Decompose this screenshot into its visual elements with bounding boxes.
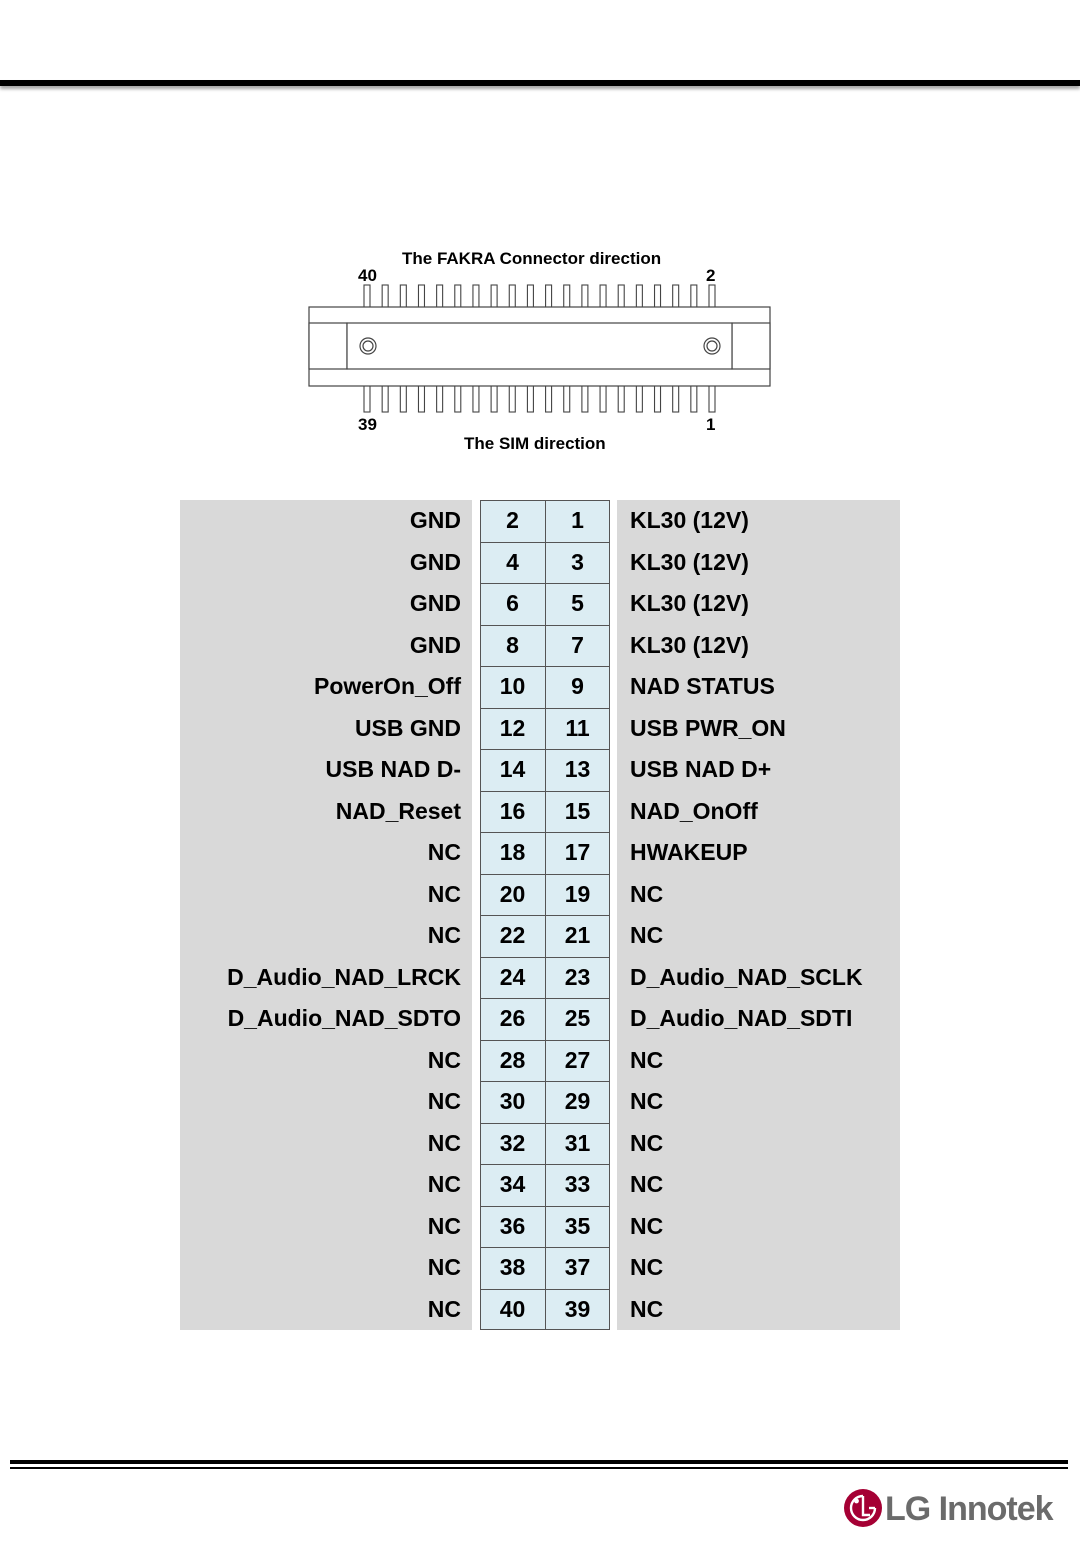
left-signal-name: USB NAD D-: [325, 756, 461, 782]
even-pin-number: 26: [499, 1005, 526, 1031]
right-signal-name: NC: [630, 1046, 664, 1073]
even-pin-number: 30: [499, 1088, 526, 1114]
connector-pin-bottom: [509, 384, 515, 412]
table-row: [180, 1164, 900, 1206]
connector-pin-top: [400, 285, 406, 309]
odd-pin-number: 35: [564, 1212, 591, 1239]
table-row: [180, 1289, 900, 1331]
even-pin-number: 6: [506, 590, 519, 616]
odd-pin-number: 31: [564, 1129, 591, 1156]
connector-pin-bottom: [527, 384, 533, 412]
table-row: [180, 1247, 900, 1289]
pin-table: [180, 500, 900, 1330]
connector-pin-bottom: [636, 384, 642, 412]
right-signal-name: NC: [630, 1254, 664, 1280]
odd-pin-number: 5: [571, 590, 584, 616]
table-row: [180, 998, 900, 1040]
connector-pin-top: [618, 285, 624, 309]
even-pin-number: 12: [499, 714, 526, 741]
logo-text: LG Innotek: [885, 1490, 1053, 1528]
right-signal-name: USB NAD D+: [630, 756, 772, 782]
connector-pin-top: [527, 285, 533, 309]
table-row: [180, 1040, 900, 1082]
right-signal-name: USB PWR_ON: [630, 714, 786, 741]
connector-pin-top: [364, 285, 370, 309]
connector-pin-bottom: [473, 384, 479, 412]
even-pin-number: 22: [499, 922, 526, 948]
left-signal-name: USB GND: [354, 714, 461, 741]
connector-pin-bottom: [709, 384, 715, 412]
even-pin-number: 34: [499, 1171, 526, 1197]
odd-pin-number: 27: [564, 1046, 591, 1073]
connector-pin-bottom: [600, 384, 606, 412]
right-signal-name: NC: [630, 1212, 664, 1239]
footer-rule: [10, 1460, 1068, 1464]
even-pin-number: 20: [499, 880, 526, 907]
right-signal-name: NC: [630, 1129, 664, 1156]
connector-pin-bottom: [364, 384, 370, 412]
connector-pin-top: [546, 285, 552, 309]
table-row: [180, 874, 900, 916]
connector-pin-bottom: [400, 384, 406, 412]
left-signal-name: NC: [427, 1212, 461, 1239]
odd-pin-number: 15: [564, 797, 591, 824]
connector-pin-bottom: [491, 384, 497, 412]
lg-innotek-logo: [843, 1486, 1053, 1532]
table-row: [180, 915, 900, 957]
left-signal-name: NC: [427, 1171, 461, 1197]
connector-pin-top: [564, 285, 570, 309]
even-pin-number: 36: [499, 1212, 526, 1239]
even-pin-number: 8: [506, 631, 519, 658]
connector-pin-bottom: [673, 384, 679, 412]
lg-logo-icon: [843, 1488, 883, 1528]
connector-pin-top: [491, 285, 497, 309]
connector-pin-bottom: [564, 384, 570, 412]
connector-pin-top: [473, 285, 479, 309]
connector-pin-bottom: [691, 384, 697, 412]
connector-pin-top: [691, 285, 697, 309]
connector-pin-bottom: [437, 384, 443, 412]
connector-pin-bottom: [455, 384, 461, 412]
odd-pin-number: 33: [564, 1171, 591, 1197]
odd-pin-number: 3: [571, 548, 584, 575]
right-signal-name: NAD STATUS: [630, 673, 775, 699]
table-row: [180, 500, 900, 542]
connector-pin-bottom: [618, 384, 624, 412]
odd-pin-number: 39: [564, 1295, 591, 1322]
table-row: [180, 1123, 900, 1165]
table-row: [180, 749, 900, 791]
left-signal-name: GND: [409, 548, 461, 575]
odd-pin-number: 13: [564, 756, 591, 782]
left-signal-name: GND: [409, 631, 461, 658]
connector-pin-top: [437, 285, 443, 309]
table-row: [180, 708, 900, 750]
connector-pin-top: [418, 285, 424, 309]
connector-inner-body: [347, 323, 732, 369]
even-pin-number: 14: [499, 756, 526, 782]
odd-pin-number: 37: [564, 1254, 591, 1280]
right-signal-name: D_Audio_NAD_SCLK: [630, 963, 863, 990]
table-row: [180, 666, 900, 708]
even-pin-number: 38: [499, 1254, 526, 1280]
footer-rule-thin: [10, 1467, 1068, 1469]
mounting-hole-right: [704, 338, 720, 354]
connector-pin-bottom: [655, 384, 661, 412]
right-signal-name: NC: [630, 922, 664, 948]
table-row: [180, 957, 900, 999]
connector-pin-top: [600, 285, 606, 309]
even-pin-number: 4: [506, 548, 519, 575]
connector-pin-top: [455, 285, 461, 309]
connector-flange-left: [309, 323, 347, 369]
left-signal-name: NC: [427, 839, 461, 865]
left-signal-name: NC: [427, 880, 461, 907]
odd-pin-number: 29: [564, 1088, 591, 1114]
right-signal-name: HWAKEUP: [630, 839, 748, 865]
connector-pin-top: [509, 285, 515, 309]
even-pin-number: 2: [506, 507, 519, 533]
left-signal-name: NAD_Reset: [335, 797, 461, 824]
odd-pin-number: 1: [571, 507, 584, 533]
left-signal-name: NC: [427, 1254, 461, 1280]
connector-pin-top: [582, 285, 588, 309]
table-row: [180, 625, 900, 667]
right-signal-name: NAD_OnOff: [630, 797, 758, 824]
odd-pin-number: 17: [564, 839, 591, 865]
right-signal-name: KL30 (12V): [630, 548, 749, 575]
left-signal-name: NC: [427, 1046, 461, 1073]
connector-pin-top: [382, 285, 388, 309]
left-signal-name: NC: [427, 922, 461, 948]
pin-label-bottom-right: 1: [706, 415, 716, 434]
pin-label-bottom-left: 39: [358, 415, 377, 434]
connector-pin-bottom: [418, 384, 424, 412]
header-rule: [0, 80, 1080, 86]
right-signal-name: NC: [630, 1171, 664, 1197]
left-signal-name: NC: [427, 1129, 461, 1156]
connector-pin-bottom: [546, 384, 552, 412]
even-pin-number: 40: [499, 1295, 526, 1322]
odd-pin-number: 9: [571, 673, 584, 699]
connector-pin-bottom: [582, 384, 588, 412]
left-signal-name: GND: [409, 590, 461, 616]
connector-pin-bottom: [382, 384, 388, 412]
right-signal-name: KL30 (12V): [630, 631, 749, 658]
right-signal-name: NC: [630, 880, 664, 907]
connector-pin-top: [636, 285, 642, 309]
even-pin-number: 24: [499, 963, 526, 990]
right-signal-name: NC: [630, 1295, 664, 1322]
connector-drawing: [300, 283, 780, 419]
left-signal-name: GND: [409, 507, 461, 533]
odd-pin-number: 25: [564, 1005, 591, 1031]
left-signal-name: NC: [427, 1295, 461, 1322]
right-signal-name: NC: [630, 1088, 664, 1114]
left-signal-name: D_Audio_NAD_SDTO: [227, 1005, 461, 1031]
sim-direction-label: The SIM direction: [464, 434, 606, 453]
connector-pin-top: [709, 285, 715, 309]
connector-flange-right: [732, 323, 770, 369]
left-signal-name: PowerOn_Off: [314, 673, 461, 699]
even-pin-number: 18: [499, 839, 526, 865]
left-signal-name: NC: [427, 1088, 461, 1114]
pin-label-top-left: 40: [358, 266, 377, 285]
pin-label-top-right: 2: [706, 266, 716, 285]
odd-pin-number: 23: [564, 963, 591, 990]
table-row: [180, 791, 900, 833]
right-signal-name: KL30 (12V): [630, 507, 749, 533]
left-signal-name: D_Audio_NAD_LRCK: [227, 963, 461, 990]
right-signal-name: D_Audio_NAD_SDTI: [630, 1005, 853, 1031]
odd-pin-number: 11: [565, 714, 590, 741]
table-row: [180, 832, 900, 874]
even-pin-number: 10: [499, 673, 526, 699]
odd-pin-number: 7: [571, 631, 584, 658]
even-pin-number: 16: [499, 797, 526, 824]
connector-pin-top: [673, 285, 679, 309]
connector-diagram: [300, 245, 780, 460]
connector-direction-label: The FAKRA Connector direction: [402, 249, 662, 268]
even-pin-number: 32: [499, 1129, 526, 1156]
table-row: [180, 542, 900, 584]
table-row: [180, 1081, 900, 1123]
odd-pin-number: 19: [564, 880, 591, 907]
pin-column-divider: [545, 500, 546, 1330]
mounting-hole-left: [360, 338, 376, 354]
even-pin-number: 28: [499, 1046, 526, 1073]
pin-row-bottom: [364, 384, 715, 412]
right-signal-name: KL30 (12V): [630, 590, 749, 616]
connector-pin-top: [655, 285, 661, 309]
odd-pin-number: 21: [564, 922, 591, 948]
pin-row-top: [364, 285, 715, 309]
table-row: [180, 1206, 900, 1248]
table-row: [180, 583, 900, 625]
